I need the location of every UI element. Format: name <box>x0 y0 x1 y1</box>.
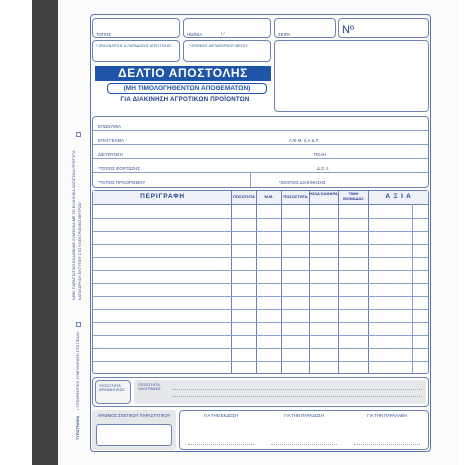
table-row <box>93 322 428 323</box>
start-time-box[interactable] <box>92 40 180 62</box>
qty-words-field[interactable] <box>134 380 426 404</box>
table-row <box>93 218 428 219</box>
side-mark-bottom <box>76 322 81 327</box>
issuer-logo-area <box>274 40 429 112</box>
side-required-text: • ΥΠΟΧΡΕΩΤΙΚΗ ΣΥΜΠΛΗΡΩΣΗ ΣΤΟ ΠΕΔΙΟ <box>76 332 80 410</box>
table-row <box>93 309 428 310</box>
vehicle-label: * ΑΡΙΘΜΟΣ ΜΕΤΑΦΟΡΙΚΟΥ ΜΕΣΟΥ <box>189 44 248 48</box>
vat-label: Α.Φ.Μ. ή Α.Δ.Τ. <box>289 138 320 143</box>
row-line <box>93 172 428 173</box>
number-symbol: Nº <box>342 24 355 36</box>
qty-numeric-box[interactable] <box>95 380 131 404</box>
col-description: ΠΕΡΙΓΡΑΦΗ <box>140 193 185 200</box>
profession-label: ΕΠΑΓΓΕΛΜΑ <box>98 138 124 143</box>
city-label: ΠΟΛΗ <box>314 152 327 157</box>
start-time-label: * ΩΡΑ ΕΝΑΡΞΗΣ & ΠΑΡΑΔΟΣΗΣ ΑΠΟΣΤΟΛΗΣ <box>96 44 172 48</box>
date-label: ΗΜ/ΝΙΑ <box>187 32 203 37</box>
col-value: Α Ξ Ι Α <box>385 193 412 200</box>
table-row <box>93 335 428 336</box>
series-box[interactable] <box>274 18 336 38</box>
dotted-line <box>172 396 422 397</box>
destination-label: *ΤΟΠΟΣ ΠΡΟΟΡΙΣΜΟΥ <box>98 180 146 185</box>
receipt-signature-label: ΓΙΑ ΤΗΝ ΠΑΡΑΛΑΒΗ <box>367 413 407 418</box>
date-box[interactable] <box>183 18 271 38</box>
name-label: ΕΠΩΝΥΜΙΑ <box>98 124 122 129</box>
row-line <box>93 158 428 159</box>
table-row <box>93 244 428 245</box>
place-label: ΤΟΠΟΣ <box>96 32 112 37</box>
col-quantity: ΠΟΣΟΤΗΤΑ <box>233 194 255 199</box>
col-unit: Μ.Μ. <box>264 194 274 199</box>
qty-words-label: *ΠΟΣΟΤΗΤΑ ΟΛΟΓΡΑΦΩΣ <box>138 383 161 392</box>
row-line <box>93 144 428 145</box>
number-box[interactable] <box>338 18 429 38</box>
dotted-line <box>172 389 422 390</box>
issue-signature-label: ΓΙΑ ΤΗΝ ΕΚΔΟΣΗ <box>203 413 239 418</box>
qty-numeric-label: *ΠΟΣΟΤΗΤΑ ΑΡΙΘΜΗΤΙΚΩΣ <box>99 384 125 393</box>
document-subtitle: ΓΙΑ ΔΙΑΚΙΝΗΣΗ ΑΓΡΟΤΙΚΩΝ ΠΡΟΪΟΝΤΩΝ <box>120 96 250 103</box>
col-net-kilos: ΚΙΛΑ ΚΑΘΑΡΑ <box>310 191 338 196</box>
customer-box <box>92 116 429 188</box>
tax-office-label: Δ.Ο.Υ. <box>317 166 330 171</box>
address-label: ΔΙΕΥΘΥΝΣΗ <box>98 152 123 157</box>
table-row <box>93 270 428 271</box>
place-box[interactable] <box>92 18 180 38</box>
col-unit-price: ΤΙΜΗ ΜΟΝΑΔΑΣ <box>343 191 364 201</box>
signature-line <box>354 444 420 445</box>
related-document-input[interactable] <box>96 424 172 446</box>
signature-line <box>271 444 337 445</box>
loading-place-label: *ΤΟΠΟΣ ΦΟΡΤΩΣΗΣ <box>98 166 141 171</box>
side-legal-text: ΝΟΜ. ΠΑΡΑΣΤΑΤΙΚΟ ΕΚΔΟΘΗΚΕ ΣΥΜΦΩΝΑ ΜΕ ΤΟ ΕΛΛΗΝΙΚΑ ΛΟΓΙΣΤΙΚΑ ΠΡΟΤΥΠΑ <box>72 150 76 300</box>
column-line <box>250 172 251 187</box>
table-header-line <box>93 204 428 205</box>
table-row <box>93 361 428 362</box>
signature-line <box>188 444 254 445</box>
document-title-pill: (ΜΗ ΤΙΜΟΛΟΓΗΘΕΝΤΩΝ ΑΠΟΘΕΜΑΤΩΝ) <box>107 83 267 94</box>
vehicle-box[interactable] <box>183 40 271 62</box>
document-title: ΔΕΛΤΙΟ ΑΠΟΣΤΟΛΗΣ <box>95 66 271 81</box>
book-spine <box>32 0 58 465</box>
side-brand: ΤΥΠΟΤΡΑΦΙΑ <box>76 415 80 440</box>
date-separators: / / <box>221 31 225 36</box>
row-line <box>93 130 428 131</box>
delivery-signature-label: ΓΙΑ ΤΗΝ ΠΑΡΑΔΟΣΗ <box>284 413 324 418</box>
table-row <box>93 257 428 258</box>
table-row <box>93 283 428 284</box>
table-row <box>93 296 428 297</box>
col-percentage: ΠΟΣΟΣΤΗΤΑ <box>283 194 308 199</box>
side-registry-text: ΚΑΤΑΧΩΡΗΣΗ ΕΝΤΥΠΟΥ ΣΤΟ ΗΛΕΚΤΡΟΝΙΚΟ ΜΗΤΡΩΟ <box>78 202 82 300</box>
table-row <box>93 231 428 232</box>
page-edge <box>458 0 465 465</box>
side-mark-top <box>76 132 81 137</box>
purpose-label: *ΣΚΟΠΟΣ ΔΙΑΚΙΝΗΣΗΣ <box>279 180 326 185</box>
series-label: ΣΕΙΡΑ <box>278 32 291 37</box>
table-row <box>93 348 428 349</box>
related-document-label: ΑΡΙΘΜΟΣ ΣΧΕΤΙΚΟΥ ΠΑΡΑΣΤΑΤΙΚΟΥ <box>97 413 171 418</box>
